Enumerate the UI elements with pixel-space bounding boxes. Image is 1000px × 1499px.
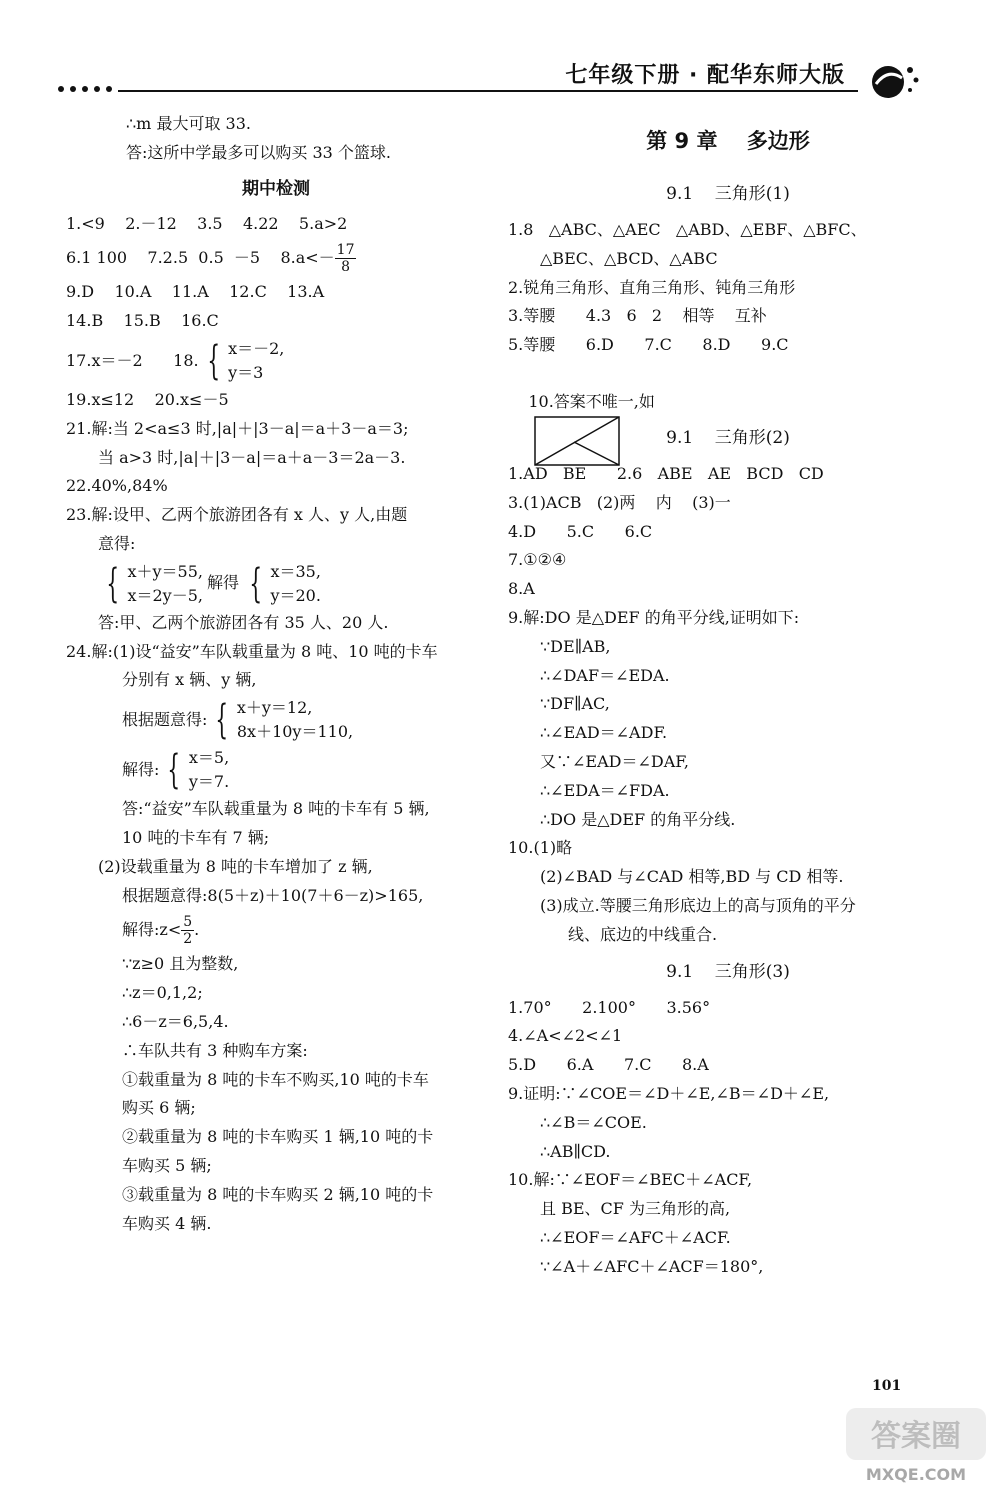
answer-line: 9.解:DO 是△DEF 的角平分线,证明如下:: [508, 607, 800, 627]
answer-line: ∵DF∥AC,: [540, 694, 610, 714]
header-rule: [118, 90, 858, 92]
publisher-logo-icon: [866, 58, 926, 102]
answer-line: 8.A: [508, 579, 535, 599]
section-title: 9.1 三角形(1): [666, 184, 790, 204]
answer-line: 且 BE、CF 为三角形的高,: [540, 1199, 731, 1219]
answer-line: ∵DE∥AB,: [540, 636, 611, 656]
answer-line: 意得:: [98, 533, 136, 553]
answer-line: ∴∠EAD＝∠ADF.: [540, 723, 668, 743]
answer-line-fraction: 解得:z< $\frac{5}{2}$ .: [122, 914, 200, 948]
answer-line: ∴6－z＝6,5,4.: [122, 1011, 229, 1031]
svg-text:答案圈: 答案圈: [871, 1419, 961, 1454]
answer-line: ∴∠B＝∠COE.: [540, 1112, 647, 1132]
right-column: [508, 110, 948, 1282]
section-title-midterm: 期中检测: [242, 178, 310, 199]
watermark-logo-icon: [840, 1398, 990, 1488]
answer-line: ∴车队共有 3 种购车方案:: [122, 1040, 308, 1060]
answer-line: ①载重量为 8 吨的卡车不购买,10 吨的卡车: [122, 1069, 429, 1089]
answer-line: 答:这所中学最多可以购买 33 个篮球.: [126, 142, 392, 162]
answer-line: 2.锐角三角形、直角三角形、钝角三角形: [508, 277, 796, 297]
answer-line: 10 吨的卡车有 7 辆;: [122, 827, 270, 847]
answer-line: 24.解:(1)设“益安”车队载重量为 8 吨、10 吨的卡车: [66, 641, 438, 661]
answer-line: ∴∠EDA＝∠FDA.: [540, 780, 670, 800]
answer-line: 购买 6 辆;: [122, 1098, 196, 1118]
watermark-text: MXQE.COM: [865, 1465, 967, 1484]
answer-line: 根据题意得:8(5＋z)＋10(7＋6－z)>165,: [122, 885, 424, 905]
answer-line: ∴∠EOF＝∠AFC＋∠ACF.: [540, 1227, 731, 1247]
answer-line: 21.解:当 2<a≤3 时,|a|＋|3－a|＝a＋3－a＝3;: [66, 418, 409, 438]
answer-line: 9.D 10.A 11.A 12.C 13.A: [66, 282, 325, 302]
page-header: [0, 0, 1000, 110]
answer-line: 1.<9 2.－12 3.5 4.22 5.a>2: [66, 213, 348, 233]
answer-line: (2)∠BAD 与∠CAD 相等,BD 与 CD 相等.: [540, 867, 844, 887]
section-title: 9.1 三角形(2): [666, 427, 790, 448]
answer-line: 又∵∠EAD＝∠DAF,: [540, 751, 689, 771]
answer-line: 5.D 6.A 7.C 8.A: [508, 1055, 709, 1075]
answer-line: 车购买 4 辆.: [122, 1213, 212, 1233]
answer-line: 答:“益安”车队载重量为 8 吨的卡车有 5 辆,: [122, 799, 430, 819]
answer-line: 9.证明:∵∠COE＝∠D＋∠E,∠B＝∠D＋∠E,: [508, 1083, 830, 1103]
answer-line: 10.解:∵∠EOF＝∠BEC＋∠ACF,: [508, 1170, 753, 1190]
answer-line: 4.D 5.C 6.C: [508, 521, 653, 541]
answer-line: 3.等腰 4.3 6 2 相等 互补: [508, 306, 767, 326]
answer-line: 1.70° 2.100° 3.56°: [508, 997, 711, 1017]
answer-line: 3.(1)ACB (2)两 内 (3)一: [508, 492, 731, 512]
answer-line-system: 17.x＝－2 18. { x＝－2, y＝3: [66, 337, 285, 384]
answer-line: ∴AB∥CD.: [540, 1141, 611, 1161]
left-column: [66, 110, 486, 1238]
answer-line: ③载重量为 8 吨的卡车购买 2 辆,10 吨的卡: [122, 1184, 434, 1204]
answer-line: ∵∠A＋∠AFC＋∠ACF＝180°,: [540, 1256, 764, 1276]
answer-line: (2)设载重量为 8 吨的卡车增加了 z 辆,: [98, 856, 373, 876]
section-title: 9.1 三角形(3): [666, 961, 790, 982]
answer-line: 车购买 5 辆;: [122, 1155, 212, 1175]
answer-line: ∴∠DAF＝∠EDA.: [540, 665, 670, 685]
answer-line: (3)成立.等腰三角形底边上的高与顶角的平分: [540, 895, 856, 915]
header-title: 七年级下册 · 配华东师大版: [565, 63, 845, 88]
fraction: $\frac{5}{2}$: [183, 914, 193, 948]
answer-line-fraction: 6.1 100 7.2.5 0.5 －5 8.a<－ $\frac{17}{8}$: [66, 242, 355, 276]
answer-line: 19.x≤12 20.x≤－5: [66, 389, 229, 409]
fraction: $\frac{17}{8}$: [336, 242, 355, 276]
answer-line: 分别有 x 辆、y 辆,: [122, 670, 257, 690]
answer-line: 5.等腰 6.D 7.C 8.D 9.C: [508, 335, 789, 355]
rectangle-diagonal-figure: [534, 416, 620, 466]
answer-line: 1.8 △ABC、△AEC △ABD、△EBF、△BFC、: [508, 220, 867, 239]
answer-line: ②载重量为 8 吨的卡车购买 1 辆,10 吨的卡: [122, 1127, 434, 1147]
answer-line: 23.解:设甲、乙两个旅游团各有 x 人、y 人,由题: [66, 505, 408, 525]
answer-line: 4.∠A<∠2<∠1: [508, 1026, 623, 1046]
answer-line: △BEC、△BCD、△ABC: [540, 248, 718, 268]
chapter-title: 第 9 章 多边形: [646, 129, 810, 153]
answer-line: 10.(1)略: [508, 838, 573, 858]
answer-line: ∴z＝0,1,2;: [122, 983, 203, 1003]
answer-line: 线、底边的中线重合.: [568, 924, 718, 944]
answer-line-system: { x＋y＝55, x＝2y－5, 解得 { x＝35, y＝20.: [106, 560, 321, 607]
answer-line: 14.B 15.B 16.C: [66, 311, 219, 331]
answer-line-system: 解得: { x＝5, y＝7.: [122, 747, 230, 794]
header-dots: [58, 86, 118, 96]
answer-line: ∴DO 是△DEF 的角平分线.: [540, 809, 736, 829]
answer-line: 22.40%,84%: [66, 476, 168, 496]
answer-line-figure: 10.答案不唯一,如: [508, 360, 948, 416]
answer-line: ∴m 最大可取 33.: [126, 114, 251, 133]
answer-line: 答:甲、乙两个旅游团各有 35 人、20 人.: [98, 612, 389, 632]
answer-line: 7.①②④: [508, 550, 567, 570]
answer-line: 1.AD BE 2.6 ABE AE BCD CD: [508, 463, 824, 483]
answer-line: ∵z≥0 且为整数,: [122, 954, 239, 974]
page-number: 101: [872, 1378, 902, 1394]
answer-line-system: 根据题意得: { x＋y＝12, 8x＋10y＝110,: [122, 697, 354, 744]
answer-line: 当 a>3 时,|a|＋|3－a|＝a＋a－3＝2a－3.: [98, 447, 406, 467]
